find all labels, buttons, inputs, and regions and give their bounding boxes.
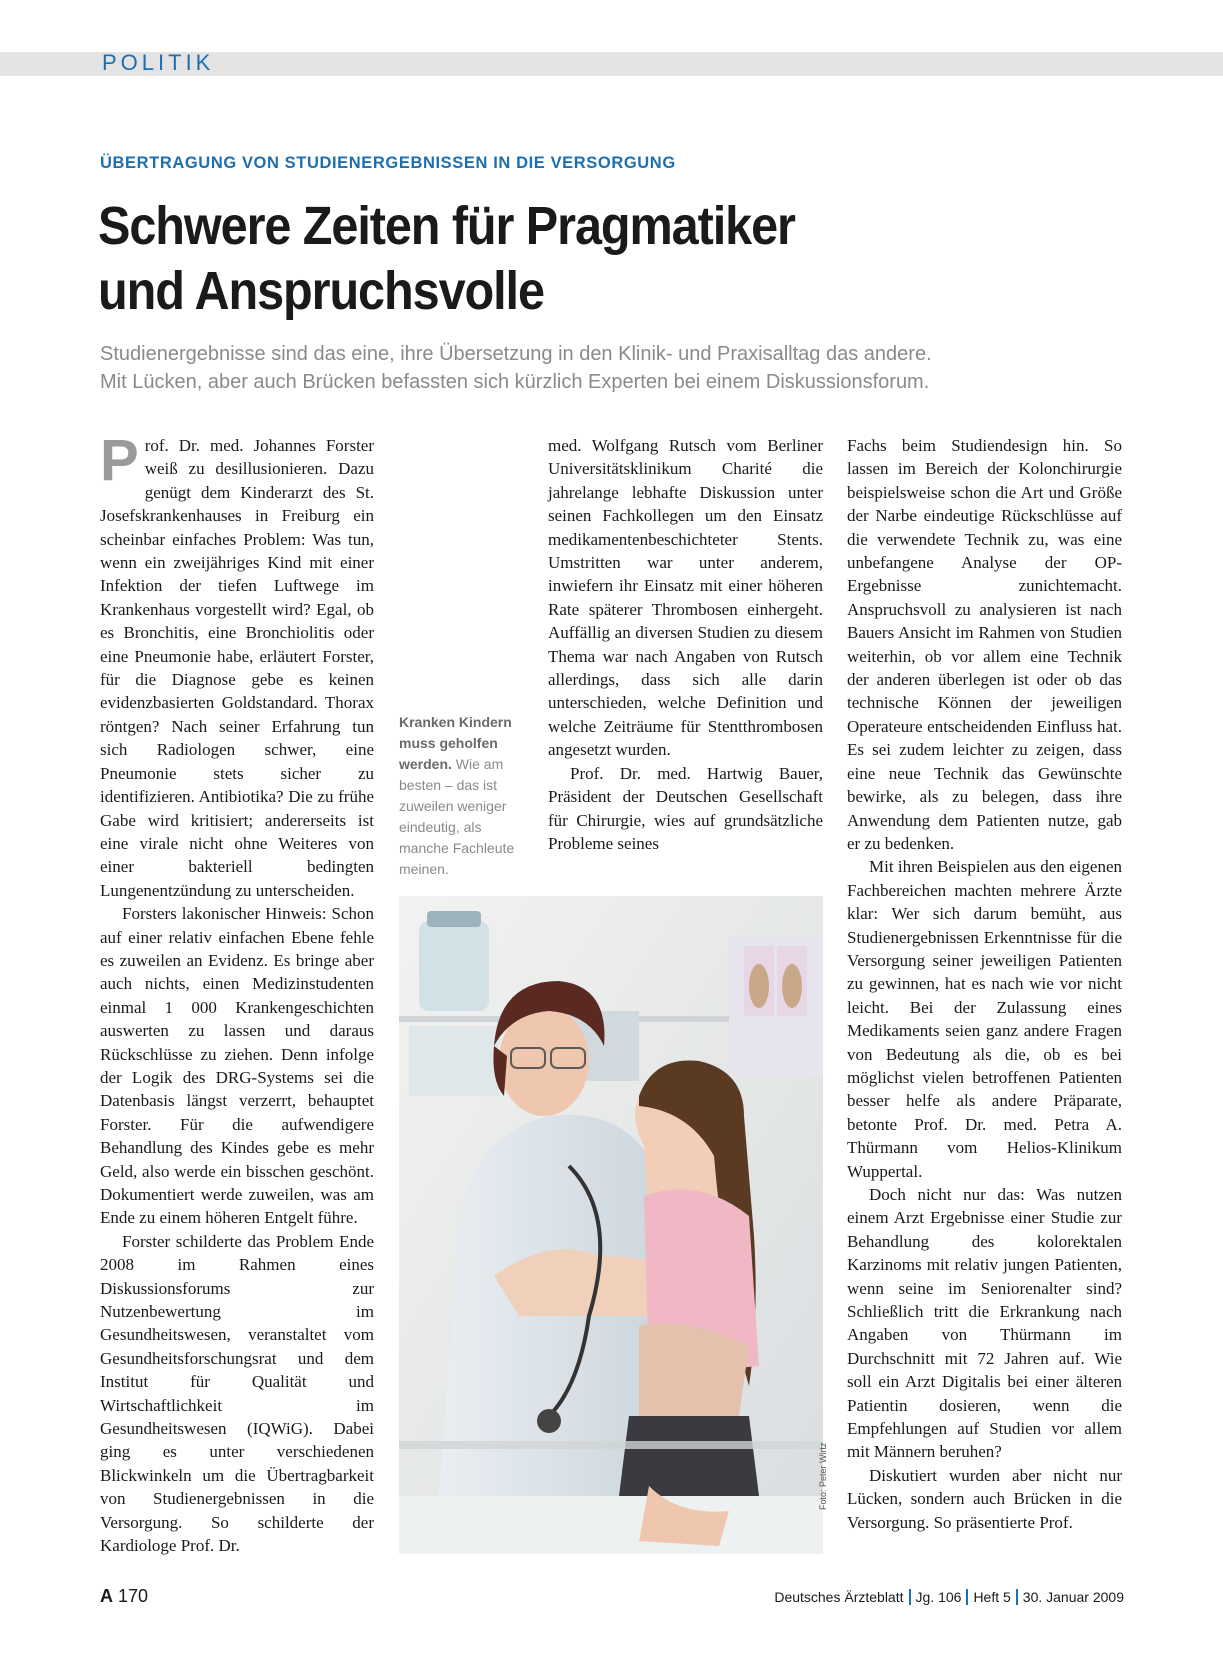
article-kicker: ÜBERTRAGUNG VON STUDIENERGEBNISSEN IN DIE VERSORGUNG [100, 154, 676, 172]
article-column-3 [847, 434, 1122, 1534]
footer-divider [966, 1589, 968, 1605]
page-prefix: A [100, 1586, 113, 1606]
article-lead [100, 340, 1140, 396]
section-label: POLITIK [102, 50, 215, 75]
journal-footer [774, 1589, 1124, 1605]
photo-credit: Foto: Peter Wirtz [818, 1442, 828, 1510]
headline-line-2: und Anspruchsvolle [98, 261, 544, 321]
page-number [100, 1586, 148, 1607]
paragraph: med. Wolfgang Rutsch vom Berliner Universitätsklinikum Charité die jahrelange lebhafte Diskussion unter seinen Fachkollegen um den Einsatz medikamentenbeschichteter Stents. Umstritten war unter anderem, inwiefern ihr Einsatz mit einer höheren Rate späterer Thrombosen einhergeht. Auffällig an diversen Studien zu diesem Thema war nach Angaben von Rutsch allerdings, dass sich alle darin unterschieden, welche Definition und welche Zeiträume für Stentthrombosen angesetzt wurden. [548, 436, 823, 760]
photo-caption [399, 712, 519, 880]
caption-bold: Kranken Kindern muss geholfen werden. [399, 714, 512, 772]
photo-doctor-examining-child [399, 896, 823, 1554]
drop-cap: P [100, 428, 139, 493]
caption-text: Wie am besten – das ist zuweilen weniger eindeutig, als manche Fachleute meinen. [399, 756, 515, 877]
article-headline [98, 194, 1016, 324]
paragraph: Forster schilderte das Problem Ende 2008 im Rahmen eines Diskussionsforums zur Nutzenbewertung im Gesundheitswesen, veranstaltet vom Gesundheitsforschungsrat und dem Institut für Qualität und Wirtschaftlichkeit im Gesundheitswesen (IQWiG). Dabei ging es unter verschiedenen Blickwinkeln um die Übertragbarkeit von Studienergebnissen in die Versorgung. So schilderte der Kardiologe Prof. Dr. [100, 1231, 374, 1556]
paragraph: Fachs beim Studiendesign hin. So lassen im Bereich der Kolonchirurgie beispielsweise schon die Art und Größe der Narbe eindeutige Rückschlüsse auf die verwendete Technik zu, was eine unbefangene Analyse der OP-Ergebnisse zunichtemacht. Anspruchsvoll zu analysieren ist nach Bauers Ansicht im Rahmen von Studien weiterhin, ob vor allem eine Technik der anderen überlegen ist oder ob das technische Können der jeweiligen Operateure entscheidenden Einfluss hat. Es sei zudem leichter zu zeigen, dass eine neue Technik das Gewünschte bewirke, als zu belegen, dass ihre Anwendung dem Patienten nutze, gab er zu bedenken. [847, 436, 1122, 853]
journal-name: Deutsches Ärzteblatt [774, 1589, 904, 1605]
paragraph: Forsters lakonischer Hinweis: Schon auf einer relativ einfachen Ebene fehle es zuweilen an Evidenz. Es bringe aber auch nichts, einen Medizinstudenten einmal 1 000 Krankengeschichten auswerten zu lassen und daraus Rückschlüsse zu ziehen. Denn infolge der Logik des DRG-Systems sei die Datenbasis längst verzerrt, behauptet Forster. Für die aufwendigere Behandlung des Kindes gebe es mehr Geld, also werde ein bisschen geschönt. Dokumentiert werde zuweilen, was am Ende zu einem höheren Entgelt führe. [100, 904, 374, 1228]
headline-line-1: Schwere Zeiten für Pragmatiker [98, 196, 795, 256]
paragraph [100, 428, 374, 902]
paragraph: Mit ihren Beispielen aus den eigenen Fachbereichen machten mehrere Ärzte klar: Wer sich darum bemüht, aus Studienergebnissen Erkenntnisse für die Versorgung seiner jeweiligen Patienten zu gewinnen, hat es nach wie vor nicht leicht. Bei der Zulassung eines Medikaments seien ganz andere Fragen von Bedeutung als die, ob es bei möglichst vielen betroffenen Patienten besser helfe als andere Präparate, betonte Prof. Dr. med. Petra A. Thürmann vom Helios-Klinikum Wuppertal. [847, 857, 1122, 1181]
journal-volume: Jg. 106 [915, 1589, 962, 1605]
footer-divider [909, 1589, 911, 1605]
paragraph: Doch nicht nur das: Was nutzen einem Arzt Ergebnisse einer Studie zur Behandlung des kolorektalen Karzinoms mit relativ jungen Patienten, wenn seine im Seniorenalter sind? Schließlich tritt die Erkrankung nach Angaben von Thürmann im Durchschnitt mit 72 Jahren auf. Wie soll ein Arzt Digitalis bei einer älteren Patientin dosieren, wenn die Empfehlungen auf Studien vor allem mit Männern beruhen? [847, 1185, 1122, 1462]
lead-line-1: Studienergebnisse sind das eine, ihre Übersetzung in den Klinik- und Praxisalltag das andere. [100, 343, 932, 365]
article-photo [399, 896, 823, 1554]
lead-line-2: Mit Lücken, aber auch Brücken befassten sich kürzlich Experten bei einem Diskussionsforum. [100, 371, 930, 393]
paragraph-text: rof. Dr. med. Johannes Forster weiß zu desillusionieren. Dazu genügt dem Kinderarzt des St. Josefskrankenhauses in Freiburg ein scheinbar einfaches Problem: Was tun, wenn ein zweijähriges Kind mit einer Infektion der tiefen Luftwege im Krankenhaus vorgestellt wird? Egal, ob es Bronchitis, eine Bronchiolitis oder eine Pneumonie habe, erläutert Forster, für die Diagnose gebe es keinen evidenzbasierten Goldstandard. Thorax röntgen? Nach seiner Erfahrung tun sich Radiologen schwer, eine Pneumonie stets sicher zu identifizieren. Antibiotika? Die zu frühe Gabe wird kritisiert; andererseits ist eine virale nicht ohne Weiteres von einer bakteriell bedingten Lungenentzündung zu unterscheiden. [100, 436, 374, 900]
paragraph: Prof. Dr. med. Hartwig Bauer, Präsident der Deutschen Gesellschaft für Chirurgie, wies auf grundsätzliche Probleme seines [548, 763, 823, 853]
article-column-1 [100, 428, 374, 1558]
journal-issue: Heft 5 [973, 1589, 1011, 1605]
paragraph: Diskutiert wurden aber nicht nur Lücken, sondern auch Brücken in die Versorgung. So präsentierte Prof. [847, 1465, 1122, 1532]
page-number-value: 170 [113, 1586, 149, 1606]
footer-divider [1016, 1589, 1018, 1605]
article-column-2 [548, 434, 823, 855]
journal-date: 30. Januar 2009 [1022, 1589, 1124, 1605]
